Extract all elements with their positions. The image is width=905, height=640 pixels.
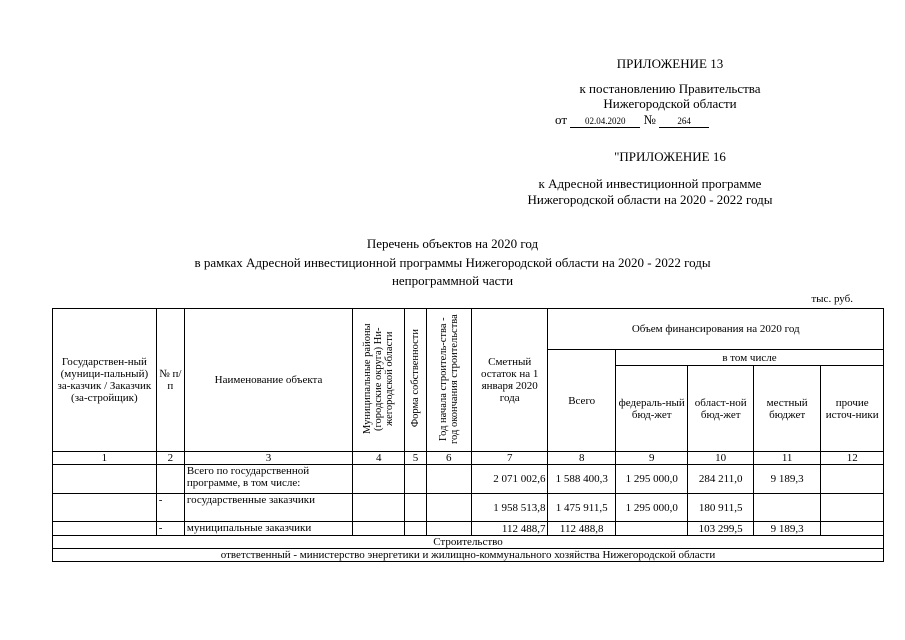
title-line-1: Перечень объектов на 2020 год [366,236,539,251]
cell-customer [53,465,157,494]
objects-table [52,308,884,562]
cell-years [426,522,471,536]
title-line-3: непрограммной части [391,273,514,288]
col-number-8: 8 [548,452,615,465]
cell-customer [53,522,157,536]
resolution-number: 264 [659,116,709,128]
cell-local [753,494,820,522]
table-row [53,465,884,494]
header-districts-cell [353,309,405,452]
cell-federal: 1 295 000,0 [615,465,688,494]
header-financing: Объем финансирования на 2020 год [548,309,884,350]
column-numbers-row [53,452,884,465]
cell-other [821,465,884,494]
header-object: Наименование объекта [184,309,352,452]
cell-num: - [156,494,184,522]
cell-regional: 103 299,5 [688,522,753,536]
cell-ownership [405,465,426,494]
col-number-10: 10 [688,452,753,465]
header-ownership-cell [405,309,426,452]
cell-other [821,494,884,522]
resolution-date-line [555,112,709,128]
header-ownership: Форма собственности [410,329,422,428]
col-number-9: 9 [615,452,688,465]
cell-total: 1 475 911,5 [548,494,615,522]
program-line-2: Нижегородской области на 2020 - 2022 годы [527,192,773,207]
col-number-6: 6 [426,452,471,465]
resolution-line-1: к постановлению Правительства [579,81,761,96]
cell-years [426,494,471,522]
cell-regional: 284 211,0 [688,465,753,494]
units-label: тыс. руб. [811,293,853,305]
header-districts: Муниципальные районы (городские округа) Ни-жегородской области [362,323,396,434]
header-other: прочие источ-ники [821,366,884,452]
cell-districts [353,522,405,536]
cell-districts [353,494,405,522]
header-years: Год начала строитель-ства - год окончания строительства [437,313,460,444]
responsible-row [53,549,884,562]
from-label: от [555,112,568,127]
col-number-5: 5 [405,452,426,465]
col-number-7: 7 [471,452,548,465]
cell-federal [615,522,688,536]
appendix-16-heading: "ПРИЛОЖЕНИЕ 16 [614,149,726,164]
header-total: Всего [548,350,615,452]
appendix-13-heading: ПРИЛОЖЕНИЕ 13 [616,56,724,71]
responsible-text: ответственный - министерство энергетики и жилищно-коммунального хозяйства Нижегородской области [53,549,884,562]
col-number-1: 1 [53,452,157,465]
cell-years [426,465,471,494]
cell-estimate: 112 488,7 [471,522,548,536]
cell-num: - [156,522,184,536]
cell-name: Всего по государственной программе, в том числе: [184,465,352,494]
header-num: № п/п [156,309,184,452]
header-years-cell [426,309,471,452]
program-line-1: к Адресной инвестиционной программе [538,176,762,191]
section-row [53,536,884,549]
number-sign: № [643,112,656,127]
cell-federal: 1 295 000,0 [615,494,688,522]
title-line-2: в рамках Адресной инвестиционной программы Нижегородской области на 2020 - 2022 годы [194,255,711,270]
cell-regional: 180 911,5 [688,494,753,522]
header-row-1 [53,309,884,350]
table-row [53,494,884,522]
cell-num [156,465,184,494]
cell-total: 112 488,8 [548,522,615,536]
col-number-2: 2 [156,452,184,465]
section-title: Строительство [53,536,884,549]
header-customer: Государствен-ный (муници-пальный) за-казчик / Заказчик (за-стройщик) [53,309,157,452]
table-row [53,522,884,536]
resolution-line-2: Нижегородской области [603,96,737,111]
cell-local: 9 189,3 [753,465,820,494]
header-estimate: Сметный остаток на 1 января 2020 года [471,309,548,452]
header-local: местный бюджет [753,366,820,452]
cell-districts [353,465,405,494]
cell-other [821,522,884,536]
resolution-date: 02.04.2020 [570,116,640,128]
header-federal: федераль-ный бюд-жет [615,366,688,452]
cell-name: муниципальные заказчики [184,522,352,536]
col-number-4: 4 [353,452,405,465]
header-including: в том числе [615,350,883,366]
col-number-3: 3 [184,452,352,465]
cell-ownership [405,522,426,536]
cell-name: государственные заказчики [184,494,352,522]
cell-total: 1 588 400,3 [548,465,615,494]
col-number-12: 12 [821,452,884,465]
cell-estimate: 1 958 513,8 [471,494,548,522]
col-number-11: 11 [753,452,820,465]
cell-ownership [405,494,426,522]
cell-estimate: 2 071 002,6 [471,465,548,494]
header-regional: област-ной бюд-жет [688,366,753,452]
cell-local: 9 189,3 [753,522,820,536]
cell-customer [53,494,157,522]
